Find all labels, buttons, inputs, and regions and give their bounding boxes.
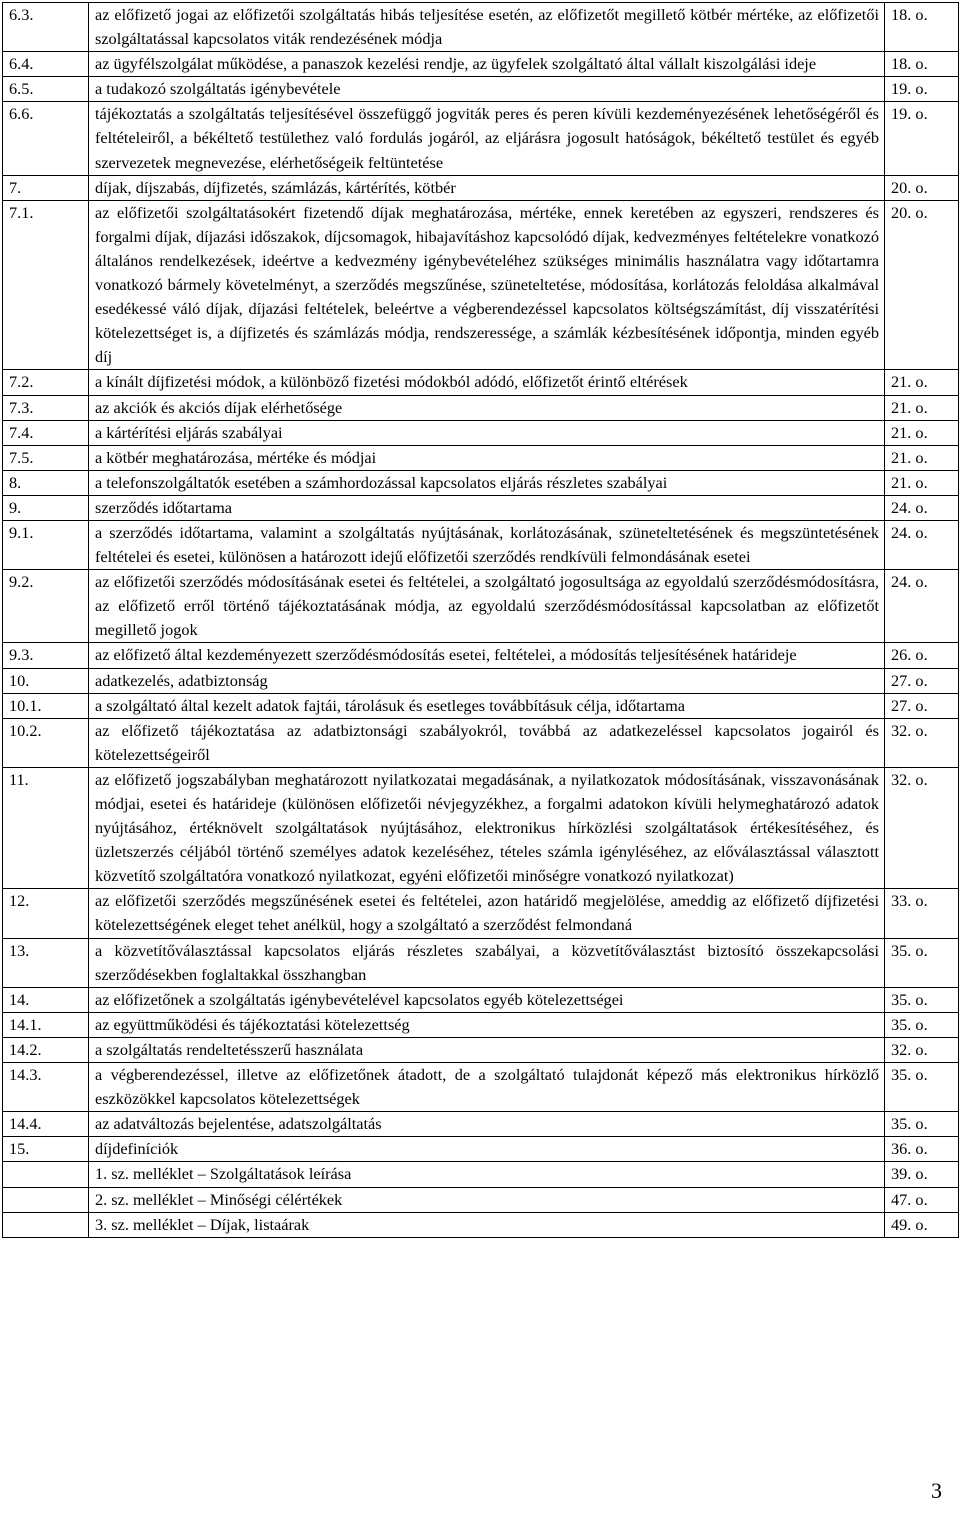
page-number: 3 (931, 1478, 942, 1503)
toc-section-number: 14.3. (3, 1063, 89, 1112)
toc-section-title: a kártérítési eljárás szabályai (89, 420, 885, 445)
toc-section-title: az előfizető jogai az előfizetői szolgáltatás hibás teljesítése esetén, az előfizetőt megillető kötbér mértéke, az előfizetői szolgáltatással kapcsolatos viták rendezésének módja (89, 3, 885, 52)
toc-section-number: 10.2. (3, 718, 89, 767)
toc-row (3, 1212, 959, 1237)
toc-row (3, 470, 959, 495)
toc-row (3, 668, 959, 693)
toc-row (3, 445, 959, 470)
toc-body (3, 3, 959, 1238)
toc-section-title: a telefonszolgáltatók esetében a számhordozással kapcsolatos eljárás részletes szabályai (89, 470, 885, 495)
toc-page-reference: 21. o. (885, 395, 959, 420)
toc-section-number: 12. (3, 889, 89, 938)
toc-section-number: 6.6. (3, 102, 89, 175)
toc-section-title: az előfizető tájékoztatása az adatbiztonsági szabályokról, továbbá az adatkezeléssel kapcsolatos jogairól és kötelezettségeiről (89, 718, 885, 767)
toc-row (3, 495, 959, 520)
toc-page-reference: 39. o. (885, 1162, 959, 1187)
toc-row (3, 1162, 959, 1187)
toc-page-reference: 19. o. (885, 77, 959, 102)
toc-section-number (3, 1162, 89, 1187)
toc-row (3, 643, 959, 668)
toc-section-title: a szolgáltató által kezelt adatok fajtái, tárolásuk és esetleges továbbításuk célja, időtartama (89, 693, 885, 718)
toc-page-reference: 35. o. (885, 938, 959, 987)
toc-row (3, 370, 959, 395)
toc-page-reference: 20. o. (885, 200, 959, 370)
table-of-contents (2, 2, 959, 1238)
toc-row (3, 3, 959, 52)
toc-page-reference: 21. o. (885, 370, 959, 395)
toc-page-reference: 21. o. (885, 470, 959, 495)
toc-page-reference: 19. o. (885, 102, 959, 175)
toc-row (3, 1112, 959, 1137)
toc-section-number: 8. (3, 470, 89, 495)
toc-section-number: 14.4. (3, 1112, 89, 1137)
toc-row (3, 889, 959, 938)
toc-row (3, 395, 959, 420)
toc-section-title: a szerződés időtartama, valamint a szolgáltatás nyújtásának, korlátozásának, szüneteltetésének és megszüntetésének feltételei és esetei, különösen a határozott idejű előfizetői szerződés rendkívüli felmondásának esetei (89, 520, 885, 569)
toc-section-title: az előfizetői szerződés megszűnésének esetei és feltételei, azon határidő megjelölése, ameddig az előfizető díjfizetési kötelezettségének eleget tehet anélkül, hogy a szolgáltató a szerződést felmondaná (89, 889, 885, 938)
toc-row (3, 1187, 959, 1212)
toc-row (3, 102, 959, 175)
toc-section-number: 14.2. (3, 1037, 89, 1062)
toc-section-number: 7.5. (3, 445, 89, 470)
toc-page-reference: 24. o. (885, 495, 959, 520)
toc-section-title: az együttműködési és tájékoztatási kötelezettség (89, 1012, 885, 1037)
toc-section-title: díjdefiníciók (89, 1137, 885, 1162)
toc-row (3, 767, 959, 888)
toc-section-number: 15. (3, 1137, 89, 1162)
toc-section-number: 7. (3, 175, 89, 200)
toc-page-reference: 20. o. (885, 175, 959, 200)
toc-section-title: szerződés időtartama (89, 495, 885, 520)
toc-section-title: a végberendezéssel, illetve az előfizetőnek átadott, de a szolgáltató tulajdonát képező más elektronikus hírközlő eszközökkel kapcsolatos kötelezettségek (89, 1063, 885, 1112)
toc-section-number: 6.5. (3, 77, 89, 102)
toc-row (3, 987, 959, 1012)
toc-page-reference: 47. o. (885, 1187, 959, 1212)
toc-page-reference: 27. o. (885, 668, 959, 693)
toc-page-reference: 35. o. (885, 1112, 959, 1137)
toc-section-title: az előfizető jogszabályban meghatározott nyilatkozatai megadásának, a nyilatkozatok módosításának, visszavonásának módjai, esetei és határideje (különösen előfizetői névjegyzékhez, a forgalmi adatokon kívüli helymeghatározó adatok nyújtásához, értéknövelt szolgáltatások nyújtásához, elektronikus hírközlési szolgáltatások értékesítéséhez, és üzletszerzés céljából történő személyes adatok kezeléséhez, tételes számla igényléséhez, az előválasztással választott közvetítő szolgáltatóra vonatkozó nyilatkozat, egyéni előfizetői minőségre vonatkozó nyilatkozat) (89, 767, 885, 888)
toc-section-number: 7.3. (3, 395, 89, 420)
toc-section-title: az ügyfélszolgálat működése, a panaszok kezelési rendje, az ügyfelek szolgáltató által vállalt kiszolgálási ideje (89, 52, 885, 77)
toc-section-title: az előfizető által kezdeményezett szerződésmódosítás esetei, feltételei, a módosítás teljesítésének határideje (89, 643, 885, 668)
toc-row (3, 420, 959, 445)
toc-row (3, 175, 959, 200)
toc-page-reference: 32. o. (885, 718, 959, 767)
toc-section-title: a szolgáltatás rendeltetésszerű használata (89, 1037, 885, 1062)
toc-section-title: adatkezelés, adatbiztonság (89, 668, 885, 693)
toc-section-number: 7.4. (3, 420, 89, 445)
toc-section-title: az előfizetőnek a szolgáltatás igénybevételével kapcsolatos egyéb kötelezettségei (89, 987, 885, 1012)
toc-page-reference: 33. o. (885, 889, 959, 938)
toc-page-reference: 35. o. (885, 1012, 959, 1037)
toc-section-title: a kínált díjfizetési módok, a különböző fizetési módokból adódó, előfizetőt érintő eltérések (89, 370, 885, 395)
toc-page-reference: 21. o. (885, 445, 959, 470)
toc-section-number: 10.1. (3, 693, 89, 718)
toc-section-number: 9.1. (3, 520, 89, 569)
toc-row (3, 1012, 959, 1037)
toc-page-reference: 36. o. (885, 1137, 959, 1162)
toc-page-reference: 26. o. (885, 643, 959, 668)
toc-section-title: az akciók és akciós díjak elérhetősége (89, 395, 885, 420)
toc-page-reference: 35. o. (885, 987, 959, 1012)
toc-section-title: 2. sz. melléklet – Minőségi célértékek (89, 1187, 885, 1212)
toc-section-number: 9. (3, 495, 89, 520)
toc-page-reference: 35. o. (885, 1063, 959, 1112)
toc-section-number: 6.4. (3, 52, 89, 77)
toc-page-reference: 32. o. (885, 767, 959, 888)
toc-section-title: a kötbér meghatározása, mértéke és módjai (89, 445, 885, 470)
toc-page-reference: 27. o. (885, 693, 959, 718)
toc-row (3, 520, 959, 569)
toc-page-reference: 24. o. (885, 570, 959, 643)
toc-section-title: a tudakozó szolgáltatás igénybevétele (89, 77, 885, 102)
toc-row (3, 938, 959, 987)
toc-section-number: 10. (3, 668, 89, 693)
toc-section-number: 9.2. (3, 570, 89, 643)
toc-section-number: 13. (3, 938, 89, 987)
toc-section-title: az adatváltozás bejelentése, adatszolgáltatás (89, 1112, 885, 1137)
toc-section-title: 1. sz. melléklet – Szolgáltatások leírása (89, 1162, 885, 1187)
toc-section-title: tájékoztatás a szolgáltatás teljesítésével összefüggő jogviták peres és peren kívüli kezdeményezésének lehetőségéről és feltételeiről, a békéltető testülethez való fordulás jogáról, az eljárásra jogosult hatóságok, békéltető testület és egyéb szervezetek megnevezése, elérhetőségeik feltüntetése (89, 102, 885, 175)
toc-section-title: a közvetítőválasztással kapcsolatos eljárás részletes szabályai, a közvetítőválasztást biztosító összekapcsolási szerződésekben foglaltakkal összhangban (89, 938, 885, 987)
toc-section-number: 14.1. (3, 1012, 89, 1037)
toc-section-number (3, 1212, 89, 1237)
toc-section-number: 7.1. (3, 200, 89, 370)
toc-section-number: 14. (3, 987, 89, 1012)
toc-row (3, 200, 959, 370)
toc-section-title: díjak, díjszabás, díjfizetés, számlázás, kártérítés, kötbér (89, 175, 885, 200)
toc-row (3, 1063, 959, 1112)
toc-page-reference: 24. o. (885, 520, 959, 569)
toc-section-number: 11. (3, 767, 89, 888)
toc-section-title: 3. sz. melléklet – Díjak, listaárak (89, 1212, 885, 1237)
toc-page-reference: 49. o. (885, 1212, 959, 1237)
toc-page-reference: 32. o. (885, 1037, 959, 1062)
toc-section-title: az előfizetői szerződés módosításának esetei és feltételei, a szolgáltató jogosultsága az egyoldalú szerződésmódosításra, az előfizető erről történő tájékoztatásának módja, az egyoldalú szerződésmódosítással kapcsolatban az előfizetőt megillető jogok (89, 570, 885, 643)
toc-page-reference: 18. o. (885, 52, 959, 77)
toc-row (3, 1037, 959, 1062)
toc-row (3, 1137, 959, 1162)
toc-row (3, 693, 959, 718)
toc-row (3, 77, 959, 102)
toc-page-reference: 21. o. (885, 420, 959, 445)
toc-row (3, 570, 959, 643)
toc-section-title: az előfizetői szolgáltatásokért fizetendő díjak meghatározása, mértéke, ennek keretében az egyszeri, rendszeres és forgalmi díjak, díjazási időszakok, díjcsomagok, hibajavításhoz kapcsolódó díjak, kedvezményes feltételekre vonatkozó általános rendelkezések, ideértve a kedvezmény igénybevételéhez szükséges minimális használatra vagy időtartamra vonatkozó bármely követelményt, a szerződés megszűnése, szüneteltetése, módosítása, korlátozás feloldása alkalmával esedékessé váló díjak, díjazási feltételek, beleértve a végberendezéssel kapcsolatos költségszámítást, díj visszatérítési kötelezettséget is, a díjfizetés és számlázás módja, rendszeressége, a számlák kézbesítésének időpontja, minden egyéb díj (89, 200, 885, 370)
toc-section-number: 7.2. (3, 370, 89, 395)
toc-row (3, 718, 959, 767)
toc-section-number: 9.3. (3, 643, 89, 668)
toc-section-number (3, 1187, 89, 1212)
toc-page-reference: 18. o. (885, 3, 959, 52)
toc-section-number: 6.3. (3, 3, 89, 52)
toc-row (3, 52, 959, 77)
